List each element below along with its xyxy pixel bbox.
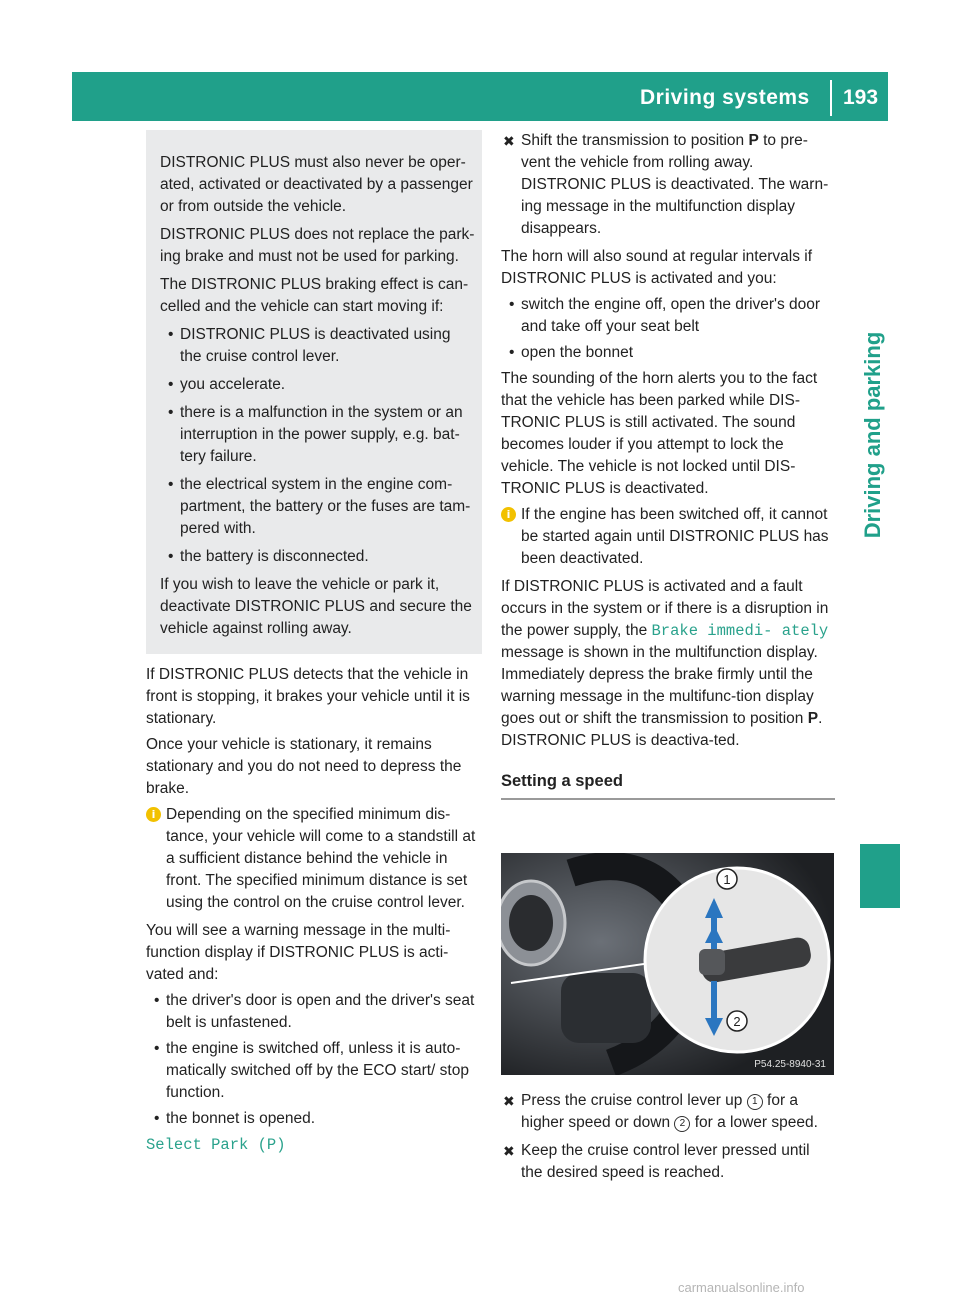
section-heading: Setting a speed — [501, 770, 835, 800]
instruction-text: Keep the cruise control lever pressed until the desired speed is reached. — [521, 1142, 810, 1181]
figure-illustration — [501, 853, 834, 1075]
instruction-step — [501, 1090, 835, 1134]
text-run: If DISTRONIC PLUS is activated and a fault occurs in the system or if there is a disruption in the power supply, the — [501, 578, 829, 639]
left-column — [146, 130, 486, 1160]
right-column-lower — [501, 1090, 835, 1190]
list-item: • the engine is switched off, unless it is auto-matically switched off by the ECO start/ stop function. — [146, 1038, 486, 1104]
side-tab — [860, 252, 893, 612]
instruction-text: Press the cruise control lever up — [521, 1092, 747, 1109]
display-message: Select Park (P) — [146, 1136, 286, 1154]
figure-code: P54.25-8940-31 — [754, 1059, 826, 1070]
list-item: • the electrical system in the engine com-partment, the battery or the fuses are tam-pered with. — [160, 474, 476, 540]
page-number: 193 — [843, 86, 879, 109]
list-item: • switch the engine off, open the driver's door and take off your seat belt — [501, 294, 835, 338]
callout-number: 2 — [674, 1116, 690, 1132]
note-paragraph: If you wish to leave the vehicle or park it, deactivate DISTRONIC PLUS and secure the vehicle against rolling away. — [160, 576, 472, 637]
list-item: • open the bonnet — [501, 342, 835, 364]
side-tab-label: Driving and parking — [860, 331, 885, 539]
instruction-text: to pre-vent the vehicle from rolling away. DISTRONIC PLUS is deactivated. The warn-ing message in the multifunction display disappears. — [521, 132, 829, 237]
text-run: . DISTRONIC PLUS is deactiva-ted. — [501, 710, 823, 749]
body-paragraph: If DISTRONIC PLUS detects that the vehicle in front is stopping, it brakes your vehicle until it is stationary. — [146, 666, 470, 727]
gear-position: P — [748, 132, 759, 149]
gear-position: P — [807, 710, 819, 727]
info-text: Depending on the specified minimum dis-tance, your vehicle will come to a standstill at a sufficient distance behind the vehicle in front. The specified minimum distance is set using the control on the cruise control lever. — [166, 806, 476, 911]
info-note — [501, 504, 835, 570]
info-text: If the engine has been switched off, it cannot be started again until DISTRONIC PLUS has been deactivated. — [521, 506, 829, 567]
body-paragraph: The sounding of the horn alerts you to the fact that the vehicle has been parked while DIS-TRONIC PLUS is still activated. The sound becomes louder if you attempt to lock the vehicle. The vehicle is not locked until DIS-TRONIC PLUS is deactivated. — [501, 370, 818, 497]
figure-label-2: 2 — [733, 1014, 741, 1029]
instruction-text: for a lower speed. — [690, 1114, 818, 1131]
callout-number: 1 — [747, 1094, 763, 1110]
step-arrow-icon: ✖ — [503, 133, 515, 149]
info-icon: i — [501, 507, 516, 522]
figure-label-1: 1 — [723, 872, 731, 887]
note-paragraph: DISTRONIC PLUS does not replace the park-ing brake and must not be used for parking. — [160, 226, 475, 265]
instruction-step — [501, 1140, 835, 1184]
text-run: message is shown in the multifunction display. Immediately depress the brake firmly until the warning message in the multifunc-tion display goes out or shift the transmission to position — [501, 644, 818, 727]
list-item: • the driver's door is open and the driver's seat belt is unfastened. — [146, 990, 486, 1034]
body-paragraph: The horn will also sound at regular intervals if DISTRONIC PLUS is activated and you: — [501, 248, 813, 287]
list-item: • the battery is disconnected. — [160, 546, 476, 568]
list-item: • DISTRONIC PLUS is deactivated using the cruise control lever. — [160, 324, 476, 368]
note-paragraph: The DISTRONIC PLUS braking effect is can-celled and the vehicle can start moving if: — [160, 276, 469, 315]
cruise-control-lever-figure — [501, 853, 834, 1075]
display-message: Brake immedi‐ ately — [651, 622, 829, 640]
instruction-text: Shift the transmission to position — [521, 132, 749, 149]
body-paragraph: You will see a warning message in the multi-function display if DISTRONIC PLUS is acti-vated and: — [146, 922, 451, 983]
instruction-step — [501, 130, 835, 240]
warning-note-box — [146, 130, 482, 654]
side-thumb-block — [860, 844, 900, 908]
info-note — [146, 804, 486, 914]
right-column — [501, 130, 835, 800]
instruction-text: for a higher speed or down — [521, 1092, 799, 1131]
body-paragraph: Once your vehicle is stationary, it remains stationary and you do not need to depress the brake. — [146, 736, 462, 797]
note-paragraph: DISTRONIC PLUS must also never be oper-ated, activated or deactivated by a passenger or from outside the vehicle. — [160, 154, 473, 215]
list-item: • there is a malfunction in the system or an interruption in the power supply, e.g. bat-tery failure. — [160, 402, 476, 468]
step-arrow-icon: ✖ — [503, 1143, 515, 1159]
watermark: carmanualsonline.info — [678, 1280, 805, 1295]
list-item: • you accelerate. — [160, 374, 476, 396]
list-item: • the bonnet is opened. — [146, 1108, 486, 1130]
section-title: Driving systems — [640, 86, 810, 109]
info-icon: i — [146, 807, 161, 822]
step-arrow-icon: ✖ — [503, 1093, 515, 1109]
header-divider — [830, 80, 832, 116]
body-paragraph — [501, 576, 835, 752]
